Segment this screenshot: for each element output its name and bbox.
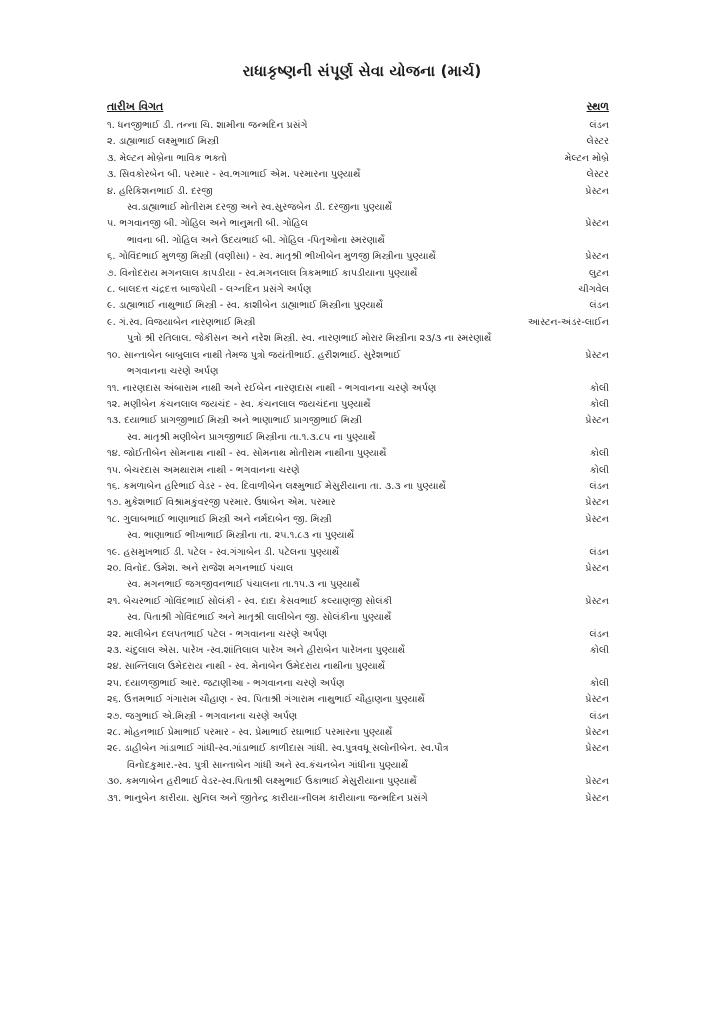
entry-text: ૨. ડાહ્યાભાઈ લક્ષ્મુભાઈ મિસ્ત્રી [107, 136, 219, 148]
entry-place: લંડન [589, 300, 609, 312]
entry-text: ૧. ધનજીભાઈ ડી. તન્ના ચિ. શામીના જન્મદિન પ્રસંગે [107, 120, 308, 131]
entry-place: પ્રેસ્ટન [585, 743, 609, 755]
entry-place: લંડન [589, 120, 609, 131]
entry-place: પ્રેસ્ટન [585, 792, 609, 804]
list-item [107, 479, 609, 495]
entry-place: કોલી [589, 464, 609, 476]
entry-place: પ્રેસ્ટન [585, 562, 609, 574]
entry-place: પ્રેસ્ટન [585, 513, 609, 525]
list-item [107, 709, 609, 725]
list-item [107, 463, 609, 479]
list-item [107, 167, 609, 183]
entry-place: પ્રેસ્ટન [585, 694, 609, 706]
list-item [107, 397, 609, 413]
entry-text-continuation: સ્વ. ભાણાભાઈ ભીખાભાઈ મિસ્ત્રીના તા. ૨૫.૧.૮૩ ના પુણ્યાર્થે [127, 530, 355, 542]
entry-place: પ્રેસ્ટન [585, 415, 609, 427]
entry-place: લંડન [589, 546, 609, 558]
entry-text: ૧૬. કમળાબેન હરિભાઈ વેડર - સ્વ. દિવાળીબેન લક્ષ્મુભાઈ મેસુરીયાના તા. ૩.૩ ના પુણ્યાર્થે [107, 480, 446, 492]
list-item [107, 512, 609, 545]
list-item [107, 725, 609, 741]
list-item [107, 118, 609, 134]
list-item [107, 495, 609, 511]
entry-text: ૧૮. ગુલાબભાઈ ભાણાભાઈ મિસ્ત્રી અને નર્મદાબેન જી. મિસ્ત્રી [107, 513, 332, 525]
entry-text: ૨૬. ઉત્તમભાઈ ગંગારામ ચૌહાણ - સ્વ. પિતાશ્રી ગંગારામ નાથુભાઈ ચૌહાણના પુણ્યાર્થે [107, 694, 425, 706]
entry-text: ૩૧. ભાનુબેન કારીયા. સુનિલ અને જીતેન્દ્ર કારીયા-નીલમ કારીયાના જન્મદિન પ્રસંગે [107, 792, 428, 804]
entry-text: ૨૭. જગુભાઈ એ.મિસ્ત્રી - ભગવાનના ચરણે અર્પણ [107, 710, 298, 722]
entry-text-continuation: સ્વ.ડાહ્યાભાઈ મોતીરામ દરજી અને સ્વ.સુરજબેન ડી. દરજીના પુણ્યાર્થે [127, 202, 393, 214]
entry-place: કોલી [589, 398, 609, 410]
entry-place: પ્રેસ્ટન [585, 218, 609, 230]
list-item [107, 298, 609, 314]
column-header-place: સ્થળ [586, 100, 609, 113]
entry-text: ૧૦. સાન્તાબેન બાબુલાલ નાથી તેમજ પુત્રો જયંતીભાઈ. હરીશભાઈ. સુરેશભાઈ [107, 349, 401, 361]
list-item [107, 413, 609, 446]
entry-text: ૧૨. મણીબેન કંચનલાલ જયચંદ - સ્વ. કંચનલાલ જયચંદના પુણ્યાર્થે [107, 398, 371, 410]
entry-place: પ્રેસ્ટન [585, 251, 609, 263]
entry-list [107, 118, 609, 807]
list-item [107, 184, 609, 217]
list-item [107, 446, 609, 462]
entry-text: ૨૧. બેચરભાઈ ગોવિંદભાઈ સોલંકી - સ્વ. દાદા કેસવભાઈ કલ્યાણજી સોલંકી [107, 595, 393, 607]
entry-text: ૨૩. ચંદુલાલ એસ. પારેખ -સ્વ.શાંતિલાલ પારેખ અને હીરાબેન પારેખના પુણ્યાર્થે [107, 645, 406, 656]
list-item [107, 282, 609, 298]
entry-place: પ્રેસ્ટન [585, 595, 609, 607]
entry-text: ૨૪. સાન્તિલાલ ઉમેદરાય નાથી - સ્વ. મેનાબેન ઉમેદરાય નાથીના પુણ્યાર્થે [107, 661, 386, 673]
entry-place: કોલી [589, 645, 609, 656]
list-item [107, 791, 609, 807]
entry-text: ૩૦. કમળાબેન હરીભાઈ વેડર-સ્વ.પિતાશ્રી લક્ષ્મુભાઈ ઉકાભાઈ મેસુરીયાના પુણ્યાર્થે [107, 776, 417, 788]
entry-place: આસ્ટન-અંડર-લાઈન [527, 316, 609, 328]
list-item [107, 676, 609, 692]
list-item [107, 659, 609, 675]
entry-text-continuation: સ્વ. પિતાશ્રી ગોવિંદભાઈ અને માતૃશ્રી લાલીબેન જી. સોલંકીના પુણ્યાર્થે [127, 612, 392, 624]
entry-text: ૨૯. ડાહીબેન ગાંડાભાઈ ગાંધી-સ્વ.ગાંડાભાઈ કાળીદાસ ગાંધી. સ્વ.પુત્રવધૂ સલોનીબેન. સ્વ.પૌત્ર [107, 743, 449, 755]
entry-text: ૧૫. બેચરદાસ અમથારામ નાથી - ભગવાનના ચરણે [107, 464, 300, 476]
entry-text: ૨૮. મોહનભાઈ પ્રેમાભાઈ પરમાર - સ્વ. પ્રેમાભાઈ રઘાભાઈ પરમારના પુણ્યાર્થે [107, 727, 393, 739]
list-item [107, 627, 609, 643]
entry-text: ૬. ગોવિંદભાઈ મુળજી મિસ્ત્રી (વણીસા) - સ્વ. માતૃશ્રી ભીખીબેન મુળજી મિસ્ત્રીના પુણ્યાર્થે [107, 251, 436, 263]
entry-text: ૭. વિનોદરાય મગનલાલ કાપડીયા - સ્વ.મગનલાલ ત્રિકમભાઈ કાપડીયાના પુણ્યાર્થે [107, 267, 418, 279]
entry-text: ૧૭. મુકેશભાઈ વિશ્રામકુંવરજી પરમાર. ઉષાબેન એમ. પરમાર [107, 497, 336, 509]
entry-place: પ્રેસ્ટન [585, 776, 609, 788]
list-item [107, 545, 609, 561]
entry-place: લેસ્ટર [586, 136, 609, 148]
entry-text: ૨૨. માલીબેન દલપતભાઈ પટેલ - ભગવાનના ચરણે અર્પણ [107, 628, 328, 640]
entry-text-continuation: ભગવાનના ચરણે અર્પણ [127, 366, 219, 378]
entry-text: ૧૧. નારણદાસ અંબારામ નાથી અને રઈબેન નારણદાસ નાથી - ભગવાનના ચરણે અર્પણ [107, 382, 437, 394]
list-item [107, 216, 609, 249]
entry-text: ૧૩. દયાભાઈ પ્રાગજીભાઈ મિસ્ત્રી અને ભાણાભાઈ પ્રાગજીભાઈ મિસ્ત્રી [107, 415, 362, 427]
entry-place: પ્રેસ્ટન [585, 349, 609, 361]
entry-text: ૯. ડાહ્યાભાઈ નાથુભાઈ મિસ્ત્રી - સ્વ. કાશીબેન ડાહ્યાભાઈ મિસ્ત્રીના પુણ્યાર્થે [107, 300, 384, 312]
entry-place: પ્રેસ્ટન [585, 497, 609, 509]
entry-place: લંડન [589, 628, 609, 640]
entry-text: ૩. મેલ્ટન મોબ્રેના ભાવિક ભક્તો [107, 152, 227, 164]
entry-text: ૯. ગં.સ્વ. વિજયાબેન નારણભાઈ મિસ્ત્રી [107, 316, 256, 328]
entry-text: ૪. હરિકિશનભાઈ ડી. દરજી [107, 185, 213, 197]
entry-place: મેલ્ટન મોબ્રે [564, 152, 609, 164]
entry-text: ૩. સિવકોરબેન બી. પરમાર - સ્વ.ભગાભાઈ એમ. પરમારના પુણ્યાર્થે [107, 169, 361, 181]
column-header-row [107, 100, 609, 116]
list-item [107, 315, 609, 348]
page-title: રાધાકૃષ્ણની સંપૂર્ણ સેવા યોજના (માર્ચ) [242, 62, 482, 80]
entry-text-continuation: વિનોદકુમાર.-સ્વ. પુત્રી સાન્તાબેન ગાંધી અને સ્વ.કંચનબેન ગાંધીના પુણ્યાર્થે [127, 759, 409, 771]
entry-place: ચીગવેલ [578, 284, 609, 296]
entry-place: કોલી [589, 382, 609, 394]
entry-text: ૧૯. હસમુખભાઈ ડી. પટેલ - સ્વ.ગંગાબેન ડી. પટેલના પુણ્યાર્થે [107, 546, 340, 558]
list-item [107, 774, 609, 790]
list-item [107, 741, 609, 774]
list-item [107, 266, 609, 282]
list-item [107, 561, 609, 594]
entry-text: ૨૦. વિનોદ. ઉમેશ. અને રાજેશ મગનભાઈ પંચાલ [107, 562, 294, 574]
list-item [107, 692, 609, 708]
entry-place: કોલી [589, 448, 609, 460]
list-item [107, 249, 609, 265]
entry-text-continuation: ભાવના બી. ગોહિલ અને ઉદયભાઈ બી. ગોહિલ -પિતૃઓના સ્મરણાર્થે [127, 234, 385, 246]
entry-place: લુટન [589, 267, 609, 279]
entry-text-continuation: પુત્રો શ્રી રતિલાલ. જેકીસન અને નરેશ મિસ્ત્રી. સ્વ. નારણભાઈ મોરાર મિસ્ત્રીના ૨૩/૩ ના સ્મરણાર્થે [127, 333, 492, 345]
list-item [107, 381, 609, 397]
entry-place: લેસ્ટર [586, 169, 609, 181]
list-item [107, 348, 609, 381]
entry-place: લંડન [589, 710, 609, 722]
entry-text: ૮. બાલદત્ત ચંદ્રદત્ત બાજપેયી - લગ્નદિન પ્રસંગે અર્પણ [107, 284, 312, 296]
list-item [107, 594, 609, 627]
list-item [107, 151, 609, 167]
entry-text-continuation: સ્વ. માતૃશ્રી મણીબેન પ્રાગજીભાઈ મિસ્ત્રીના તા.૧.૩.૮૫ ના પુણ્યાર્થે [127, 431, 376, 443]
entry-place: પ્રેસ્ટન [585, 727, 609, 739]
entry-place: કોલી [589, 677, 609, 689]
list-item [107, 134, 609, 150]
entry-text: ૫. ભગવાનજી બી. ગોહિલ અને ભાનુમતી બી. ગોહિલ [107, 218, 308, 230]
column-header-date-details: તારીખ વિગત [107, 100, 164, 113]
entry-text-continuation: સ્વ. મગનભાઈ જગજીવનભાઈ પંચાલના તા.૧૫.૩ ના પુણ્યાર્થે [127, 579, 360, 591]
entry-place: પ્રેસ્ટન [585, 185, 609, 197]
list-item [107, 643, 609, 659]
entry-place: લંડન [589, 480, 609, 492]
entry-text: ૨૫. દયાળજીભાઈ આર. જટાણીઆ - ભગવાનના ચરણે અર્પણ [107, 677, 345, 689]
entry-text: ૧૪. જોઈતીબેન સોમનાથ નાથી - સ્વ. સોમનાથ મોતીરામ નાથીના પુણ્યાર્થે [107, 448, 387, 460]
